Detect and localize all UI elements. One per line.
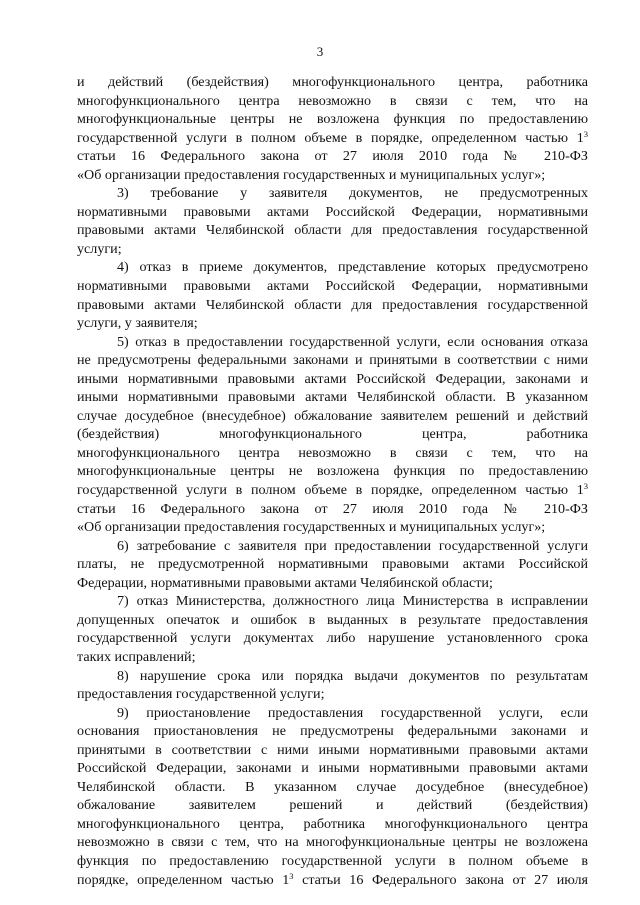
text-line [77, 537, 588, 556]
text-line [77, 778, 588, 797]
text-line [77, 667, 588, 686]
text-line-content: нормативными правовыми актами Российской Федерации, нормативными [77, 278, 588, 295]
text-line-content: 5) отказ в предоставлении государственной услуги, если основания отказа [117, 333, 588, 350]
superscript: 3 [583, 128, 588, 139]
text-line [77, 314, 588, 333]
text-line-content: многофункционального центра, работника многофункционального центра [77, 815, 588, 832]
text-line-content: и действий (бездействия) многофункционального центра, работника [77, 74, 588, 90]
text-line [77, 611, 588, 630]
text-line [77, 110, 588, 129]
text-line [77, 815, 588, 834]
text-line [77, 704, 588, 723]
text-line-content: многофункциональные центры не возложена функция по предоставлению [77, 463, 588, 480]
text-line-content: государственной услуги документах либо нарушение установленного срока [77, 630, 588, 647]
text-line [77, 240, 588, 259]
text-line-content: статьи 16 Федерального закона от 27 июля 2010 года № 210-ФЗ [77, 500, 588, 517]
text-line-content: нормативными правовыми актами Российской Федерации, нормативными [77, 203, 588, 220]
text-line [77, 147, 588, 166]
text-line [77, 221, 588, 240]
superscript: 3 [289, 870, 294, 881]
text-line-content: правовыми актами Челябинской области для предоставления государственной [77, 222, 588, 239]
document-body-text [77, 73, 588, 889]
text-line [77, 685, 588, 704]
text-line [77, 759, 588, 778]
text-line-content: иными нормативными правовыми актами Российской Федерации, законами и [77, 370, 588, 387]
text-line-content: предоставления государственной услуги; [77, 686, 325, 703]
text-line [77, 92, 588, 111]
text-line [77, 73, 588, 92]
text-line-content: статьи 16 Федерального закона от 27 июля 2010 года № 210-ФЗ [77, 148, 588, 165]
text-line-content: 4) отказ в приеме документов, представление которых предусмотрено [117, 259, 588, 276]
text-line-content: «Об организации предоставления государственных и муниципальных услуг»; [77, 519, 546, 536]
text-line [77, 462, 588, 481]
text-line-content: 8) нарушение срока или порядка выдачи документов по результатам [117, 667, 588, 684]
text-line [77, 722, 588, 741]
text-line-content: «Об организации предоставления государственных и муниципальных услуг»; [77, 166, 546, 183]
superscript: 3 [583, 481, 588, 492]
text-line-content: 9) приостановление предоставления государственной услуги, если [117, 704, 588, 721]
text-line-content: услуги; [77, 240, 122, 257]
text-line-content: многофункционального центра невозможно в связи с тем, что на [77, 444, 588, 461]
text-line [77, 184, 588, 203]
text-line-content: не предусмотрены федеральными законами и принятыми в соответствии с ними [77, 352, 588, 369]
text-line [77, 852, 588, 871]
text-line [77, 500, 588, 519]
text-line-content: услуги, у заявителя; [77, 315, 198, 332]
text-line-content: 7) отказ Министерства, должностного лица Министерства в исправлении [117, 593, 588, 610]
text-line-content: Челябинской области. В указанном случае досудебное (внесудебное) [77, 778, 588, 795]
text-line-content: платы, не предусмотренной нормативными правовыми актами Российской [77, 556, 588, 573]
text-line [77, 481, 588, 500]
text-line [77, 555, 588, 574]
text-line [77, 333, 588, 352]
text-line-content: основания приостановления не предусмотрены федеральными законами и [77, 723, 588, 740]
text-line [77, 796, 588, 815]
text-line-content: случае досудебное (внесудебное) обжалование заявителем решений и действий [77, 407, 588, 424]
text-line-content: допущенных опечаток и ошибок в выданных в результате предоставления [77, 611, 588, 628]
text-line-content: государственной услуги в полном объеме в порядке, определенном частью 1 [77, 482, 584, 499]
text-line-content: 3) требование у заявителя документов, не предусмотренных [117, 185, 588, 202]
page-number: 3 [316, 44, 324, 59]
text-line [77, 871, 588, 890]
text-line-content: обжалование заявителем решений и действий (бездействия) [77, 797, 588, 814]
text-line-content: невозможно в связи с тем, что на многофункциональные центры не возложена [77, 834, 588, 851]
text-line-content: 6) затребование с заявителя при предоставлении государственной услуги [117, 537, 588, 554]
text-line [77, 407, 588, 426]
text-line [77, 629, 588, 648]
text-line-content: принятыми в соответствии с ними иными нормативными правовыми актами [77, 741, 588, 758]
text-line [77, 166, 588, 185]
text-line [77, 741, 588, 760]
text-line [77, 444, 588, 463]
text-line-content: многофункционального центра невозможно в связи с тем, что на [77, 92, 588, 109]
text-line [77, 592, 588, 611]
text-line-content: Российской Федерации, законами и иными нормативными правовыми актами [77, 760, 588, 777]
text-line-content: государственной услуги в полном объеме в порядке, определенном частью 1 [77, 129, 584, 146]
text-line-content: многофункциональные центры не возложена функция по предоставлению [77, 111, 588, 128]
text-line [77, 648, 588, 667]
text-line [77, 258, 588, 277]
text-line-content: порядке, определенном частью 1 [77, 871, 290, 888]
text-line-content: таких исправлений; [77, 648, 196, 665]
text-line [77, 277, 588, 296]
text-line-content: иными нормативными правовыми актами Челябинской области. В указанном [77, 389, 588, 406]
text-line-content: (бездействия) многофункционального центра, работника [77, 426, 588, 443]
text-line [77, 574, 588, 593]
text-line [77, 388, 588, 407]
text-line-content: функция по предоставлению государственной услуги в полном объеме в [77, 852, 588, 869]
text-line [77, 129, 588, 148]
text-line [77, 296, 588, 315]
text-line-content: Федерации, нормативными правовыми актами Челябинской области; [77, 574, 493, 591]
text-line [77, 370, 588, 389]
text-line-continuation: статьи 16 Федерального закона от 27 июля [293, 871, 588, 888]
text-line-content: правовыми актами Челябинской области для предоставления государственной [77, 296, 588, 313]
text-line [77, 351, 588, 370]
text-line [77, 518, 588, 537]
text-line [77, 425, 588, 444]
text-line [77, 203, 588, 222]
text-line [77, 833, 588, 852]
